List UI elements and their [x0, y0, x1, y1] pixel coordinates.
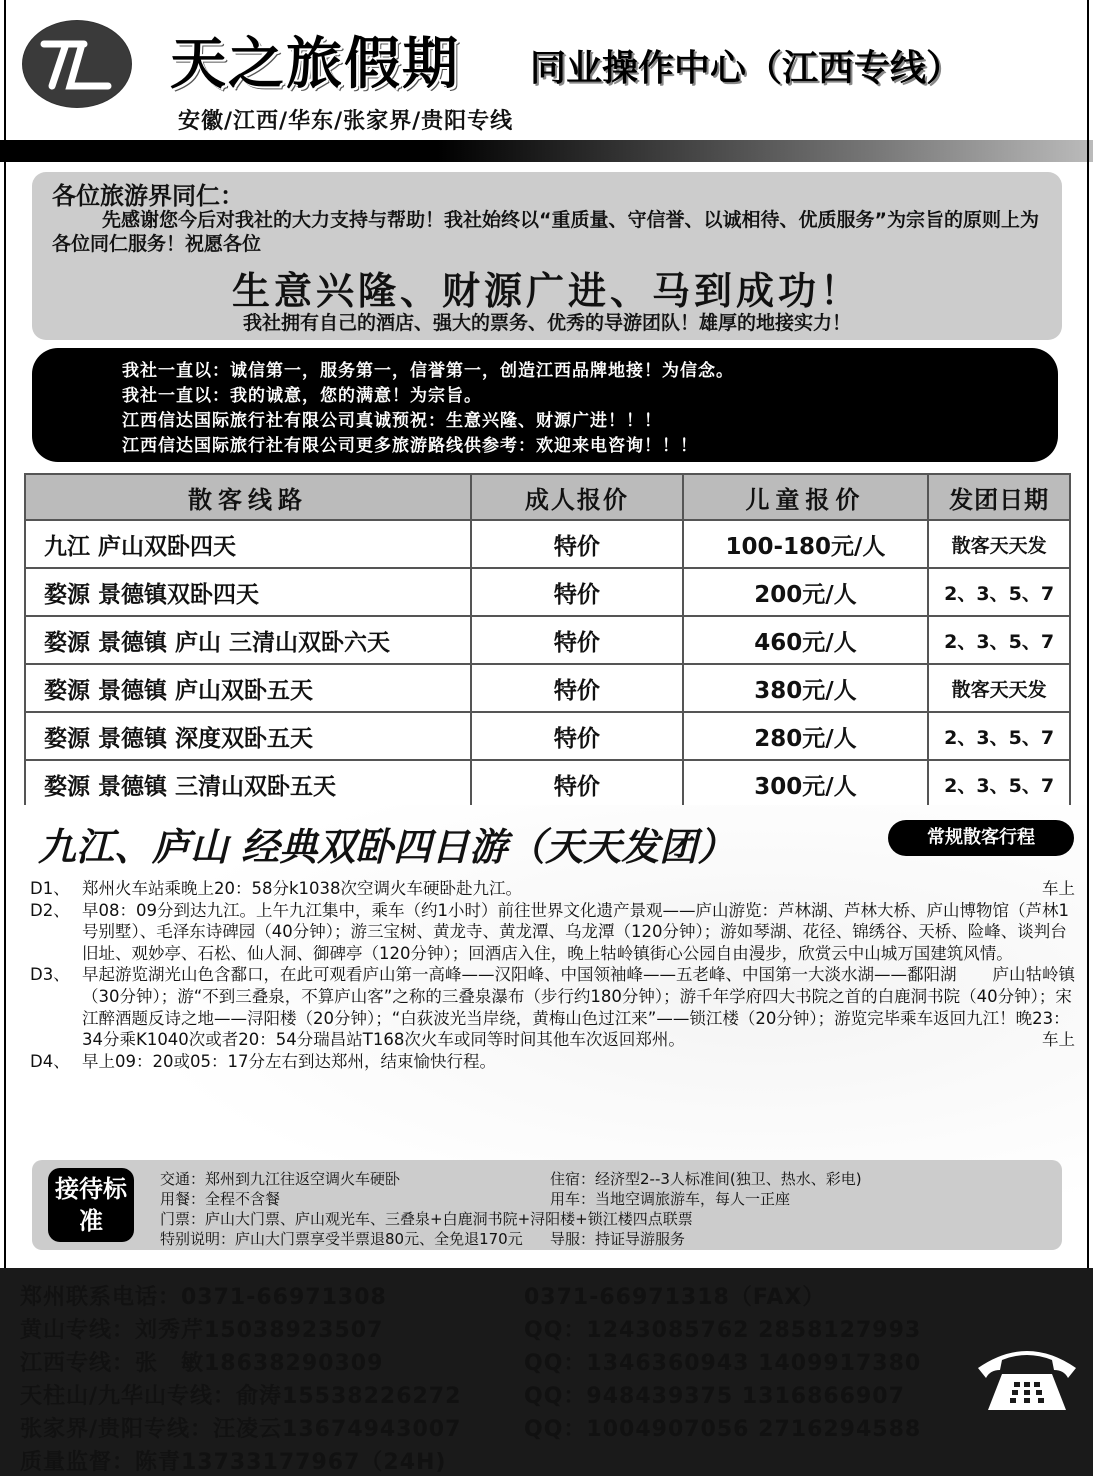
greeting-body: 先感谢您今后对我社的大力支持与帮助！我社始终以“重质量、守信誉、以诚相待、优质服务”为宗旨的原则上为各位同仁服务！祝愿各位 [52, 209, 1039, 255]
contact-fax: 0371-66971318（FAX） [524, 1285, 826, 1310]
table-row [25, 520, 1070, 568]
adult-price-cell: 特价 [471, 568, 683, 616]
brand-title: 天之旅假期 [170, 32, 460, 97]
route-cell: 九江 庐山双卧四天 [25, 520, 471, 568]
reception-vehicle: 用车：当地空调旅游车，每人一正座 [550, 1190, 791, 1208]
route-cell: 婺源 景德镇 庐山 三清山双卧六天 [25, 616, 471, 664]
child-price-cell: 300元/人 [683, 760, 929, 808]
reception-tickets: 门票：庐山大门票、庐山观光车、三叠泉+白鹿洞书院+浔阳楼+锁江楼四点联票 [160, 1210, 693, 1228]
reception-transport: 交通：郑州到九江往返空调火车硬卧 [160, 1170, 401, 1188]
motto-panel [32, 348, 1058, 462]
contact-line: 黄山专线：刘秀芹15038923507 [20, 1318, 384, 1343]
day-text: 早08：09分到达九江。上午九江集中，乘车（约1小时）前往世界文化遗产景观——庐山游览：芦林湖、芦林大桥、庐山博物馆（芦林1号别墅）、毛泽东诗碑园（40分钟）；游三宝树、黄龙寺、黄龙潭、乌龙潭（120分钟）；游如琴湖、花径、锦绣谷、天桥、险峰、谈判台旧址、观妙亭、石松、仙人洞、御碑亭（120分钟）；回酒店入住，晚上牯岭镇街心公园自由漫步，欣赏云中山城万国建筑风情。 [82, 900, 1069, 963]
col-header-date: 发团日期 [928, 474, 1070, 520]
day-item [30, 878, 1075, 900]
reception-lodging: 住宿：经济型2--3人标准间(独卫、热水、彩电) [550, 1170, 862, 1188]
adult-price-cell: 特价 [471, 616, 683, 664]
price-table [24, 473, 1071, 809]
table-header-row [25, 474, 1070, 520]
frame-border-right [1087, 0, 1089, 1270]
day-label: D1、 [30, 879, 70, 898]
day-label: D2、 [30, 900, 70, 920]
table-row [25, 760, 1070, 808]
day-stay: 车上 [1042, 879, 1075, 898]
header [0, 0, 1093, 162]
route-cell: 婺源 景德镇 庐山双卧五天 [25, 664, 471, 712]
reception-tag: 接待标准 [48, 1168, 134, 1242]
date-cell: 2、3、5、7 [928, 712, 1070, 760]
contact-qq: QQ：1346360943 1409917380 [524, 1351, 922, 1376]
contact-line: 质量监督：陈青13733177967（24H) [20, 1450, 447, 1475]
brand-subtitle: 同业操作中心（江西专线） [530, 48, 963, 89]
day-label: D4、 [30, 1051, 70, 1071]
contact-line: 江西专线：张 敏18638290309 [20, 1351, 384, 1376]
motto-line: 江西信达国际旅行社有限公司更多旅游路线供参考：欢迎来电咨询！！！ [122, 436, 698, 456]
route-cell: 婺源 景德镇 深度双卧五天 [25, 712, 471, 760]
day-stay: 车上 [1042, 1030, 1075, 1050]
adult-price-cell: 特价 [471, 520, 683, 568]
reception-guide: 导服：持证导游服务 [550, 1230, 686, 1248]
day-text: 早起游览湖光山色含鄱口，在此可观看庐山第一高峰——汉阳峰、中国领袖峰——五老峰、中国第一大淡水湖——鄱阳湖（30分钟）；游“不到三叠泉，不算庐山客”之称的三叠泉瀑布（步行约180分钟）；游千年学府四大书院之首的白鹿洞书院（40分钟）；宋江醉酒题反诗之地——浔阳楼（20分钟）；“白荻波光当岸绕，黄梅山色过江来”——锁江楼（20分钟）；游览完毕乘车返回九江！晚23：34分乘K1040次或者20：54分瑞昌站T168次火车或同等时间其他车次返回郑州。 [82, 965, 1072, 1050]
day-label: D3、 [30, 965, 70, 985]
table-row [25, 712, 1070, 760]
greeting-title: 各位旅游界同仁： [52, 182, 244, 210]
child-price-cell: 460元/人 [683, 616, 929, 664]
day-item [30, 964, 1075, 1050]
date-cell: 散客天天发 [928, 664, 1070, 712]
child-price-cell: 200元/人 [683, 568, 929, 616]
motto-line: 我社一直以：诚信第一，服务第一，信誉第一，创造江西品牌地接！为信念。 [122, 361, 734, 381]
contact-line: 天柱山/九华山专线：俞涛15538226272 [20, 1384, 462, 1409]
day-text: 早上09：20或05：17分左右到达郑州，结束愉快行程。 [82, 1051, 496, 1071]
telephone-icon [972, 1338, 1082, 1418]
date-cell: 2、3、5、7 [928, 760, 1070, 808]
contact-line: 郑州联系电话：0371-66971308 [20, 1285, 387, 1310]
motto-line: 江西信达国际旅行社有限公司真诚预祝：生意兴隆、财源广进！！！ [122, 411, 662, 431]
contact-qq: QQ：1243085762 2858127993 [524, 1318, 922, 1343]
table-row [25, 664, 1070, 712]
reception-note: 特别说明：庐山大门票享受半票退80元、全免退170元 [160, 1230, 523, 1248]
contact-qq: QQ：1004907056 2716294588 [524, 1417, 922, 1442]
date-cell: 2、3、5、7 [928, 616, 1070, 664]
greeting-panel [32, 172, 1062, 340]
day-item [30, 1051, 1075, 1073]
child-price-cell: 280元/人 [683, 712, 929, 760]
adult-price-cell: 特价 [471, 664, 683, 712]
day-text: 郑州火车站乘晚上20：58分k1038次空调火车硬卧赴九江。 [82, 879, 523, 898]
col-header-route: 散客线路 [25, 474, 471, 520]
child-price-cell: 100-180元/人 [683, 520, 929, 568]
col-header-adult: 成人报价 [471, 474, 683, 520]
itinerary-days [30, 878, 1075, 1072]
table-row [25, 568, 1070, 616]
col-header-child: 儿童报价 [683, 474, 929, 520]
greeting-footer: 我社拥有自己的酒店、强大的票务、优秀的导游团队！雄厚的地接实力！ [242, 312, 851, 334]
route-cell: 婺源 景德镇双卧四天 [25, 568, 471, 616]
date-cell: 2、3、5、7 [928, 568, 1070, 616]
greeting-slogan: 生意兴隆、财源广进、马到成功！ [231, 268, 862, 313]
logo-mark [22, 20, 132, 108]
contact-qq: QQ：948439375 1316866907 [524, 1384, 905, 1409]
reception-meals: 用餐：全程不含餐 [160, 1190, 281, 1208]
table-row [25, 616, 1070, 664]
route-cell: 婺源 景德镇 三清山双卧五天 [25, 760, 471, 808]
child-price-cell: 380元/人 [683, 664, 929, 712]
contact-line: 张家界/贵阳专线：汪凌云13674943007 [20, 1417, 462, 1442]
itinerary-title: 九江、庐山 经典双卧四日游（天天发团） [38, 824, 736, 869]
adult-price-cell: 特价 [471, 712, 683, 760]
header-divider [0, 140, 1093, 162]
routes-line: 安徽/江西/华东/张家界/贵阳专线 [178, 109, 514, 134]
adult-price-cell: 特价 [471, 760, 683, 808]
motto-line: 我社一直以：我的诚意，您的满意！为宗旨。 [122, 386, 482, 406]
day-stay: 庐山牯岭镇 [992, 965, 1075, 985]
date-cell: 散客天天发 [928, 520, 1070, 568]
itinerary-badge: 常规散客行程 [888, 820, 1074, 856]
reception-panel [32, 1160, 1062, 1250]
